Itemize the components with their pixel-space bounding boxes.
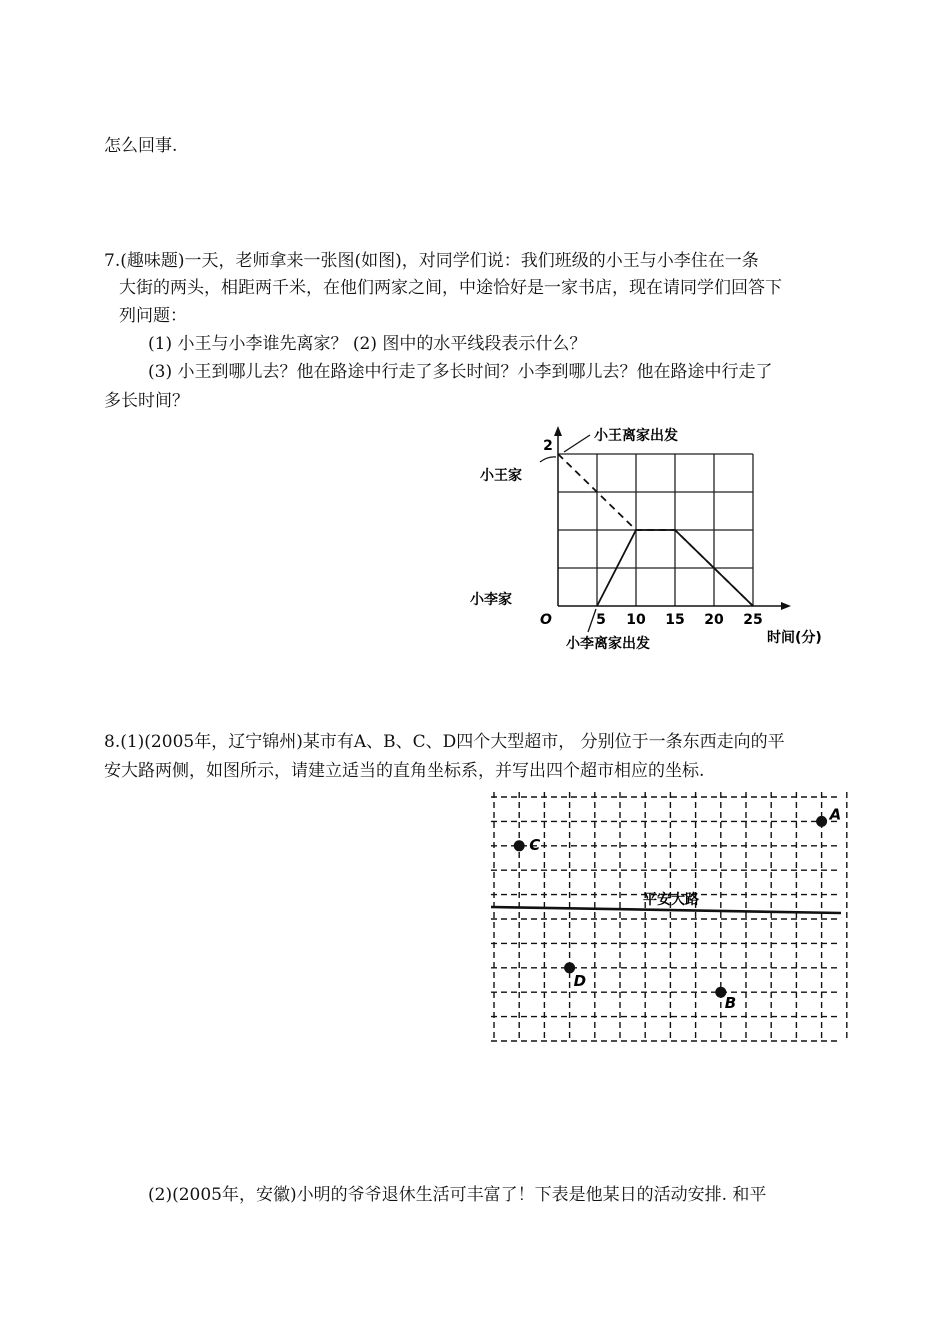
- x-tick-label: 5: [596, 612, 606, 628]
- x-axis-title: 时间(分): [767, 630, 822, 646]
- x-tick-label: 10: [626, 612, 646, 628]
- q7-sub2-cont: 多长时间？: [104, 391, 189, 411]
- q7-line3: 列问题：: [119, 306, 187, 326]
- annotation-arrow-xiaoli: [588, 609, 596, 632]
- y-label-xiaowang-home: 小王家: [480, 468, 522, 484]
- road-label: 平安大路: [643, 892, 699, 908]
- x-tick-label: O: [540, 612, 552, 628]
- supermarket-label-A: A: [829, 805, 842, 824]
- y-label-xiaoli-home: 小李家: [470, 592, 512, 608]
- distance-time-chart: [460, 420, 840, 665]
- y-axis-arrow: [554, 426, 562, 436]
- x-tick-label: 25: [743, 612, 763, 628]
- supermarket-grid-map: [485, 792, 845, 1042]
- q7-line1: 7.(趣味题)一天，老师拿来一张图(如图)，对同学们说：我们班级的小王与小李住在一条: [104, 251, 759, 271]
- intro-text: 怎么回事.: [104, 136, 178, 156]
- x-tick-label: 15: [665, 612, 685, 628]
- q7-sub1: (1) 小王与小李谁先离家？ (2) 图中的水平线段表示什么？: [148, 334, 587, 354]
- y-tick-label: 2: [543, 438, 553, 454]
- supermarket-point-C: [514, 840, 525, 851]
- q8-line2: 安大路两侧，如图所示，请建立适当的直角坐标系，并写出四个超市相应的坐标.: [104, 761, 705, 781]
- q8-line1: 8.(1)(2005年，辽宁锦州)某市有A、B、C、D四个大型超市， 分别位于一条东西走向的平: [104, 732, 785, 752]
- supermarket-label-C: C: [529, 835, 541, 854]
- x-tick-label: 20: [704, 612, 724, 628]
- annotation-xiaowang-start: 小王离家出发: [594, 428, 678, 444]
- supermarket-label-B: B: [724, 994, 737, 1013]
- annotation-arrow-xiaowang: [564, 435, 590, 452]
- q7-line2: 大街的两头，相距两千米，在他们两家之间，中途恰好是一家书店，现在请同学们回答下: [119, 278, 782, 298]
- q7-sub2: (3) 小王到哪儿去？他在路途中行走了多长时间？小李到哪儿去？他在路途中行走了: [148, 362, 773, 382]
- q8-part2: (2)(2005年，安徽)小明的爷爷退休生活可丰富了！下表是他某日的活动安排. 和平: [148, 1185, 767, 1205]
- supermarket-label-D: D: [573, 971, 587, 990]
- supermarket-point-A: [816, 816, 827, 827]
- x-axis-arrow: [781, 602, 791, 610]
- annotation-arrow-home: [540, 457, 556, 462]
- annotation-xiaoli-start: 小李离家出发: [566, 636, 650, 652]
